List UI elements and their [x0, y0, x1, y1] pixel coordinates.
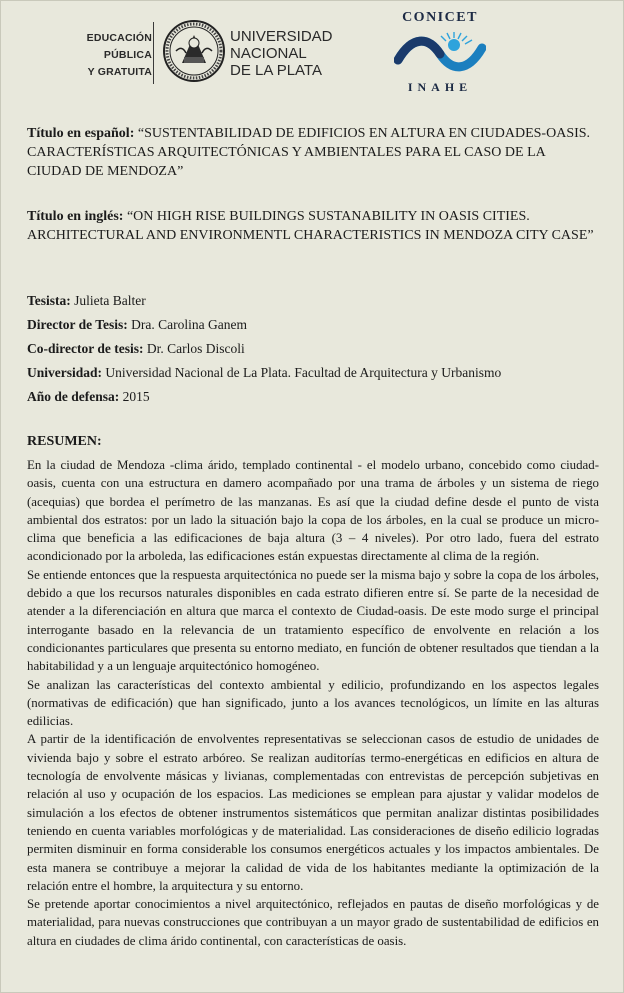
edu-line: EDUCACIÓN [86, 32, 152, 44]
edu-line: PÚBLICA [103, 49, 152, 61]
edu-line: Y GRATUITA [87, 66, 152, 78]
meta-value: Julieta Balter [70, 293, 146, 308]
title-english [27, 207, 599, 245]
conicet-title: CONICET [402, 10, 478, 25]
unlp-line: NACIONAL [230, 45, 307, 62]
conicet-wave-icon [394, 30, 486, 78]
meta-codirector [27, 340, 599, 364]
resumen-paragraph: Se analizan las características del contexto ambiental y edilicio, profundizando en los aspectos legales (normativas de edificación) que han significado, junto a los avances tecnológicos, un límite en las alturas edilicias. [27, 677, 599, 729]
title-english-label: Título en inglés: [27, 209, 124, 224]
resumen-paragraph: A partir de la identificación de envolventes representativas se seleccionan casos de estudio de unidades de vivienda bajo y sobre el estrato arbóreo. Se realizan auditorías termo-energéticas en edificios en altura de tecnología de envolvente másicas y livianas, complementadas con entrevistas de percepción subjetivas en relación al uso y ocupación de los espacios. Las mediciones se emplean para ajustar y validar modelos de simulación a los efectos de obtener instrumentos sistemáticos que permitan analizar distintas posibilidades teniendo en cuenta variables morfológicas y de materialidad. Las consideraciones de diseño edilicio logradas permiten disminuir en forma considerable los consumos energéticos actuales y los impactos ambientales. De esta manera se contribuye a mejorar la calidad de vida de los habitantes mediante la optimización de la relación entre el hombre, la arquitectura y su entorno. [27, 732, 599, 893]
meta-value: Dra. Carolina Ganem [127, 317, 247, 332]
title-spanish [27, 124, 599, 181]
meta-value: 2015 [119, 389, 150, 404]
header-divider [153, 22, 154, 84]
meta-tesista [27, 292, 599, 316]
meta-label: Año de defensa: [27, 389, 120, 404]
unlp-name [230, 28, 333, 79]
resumen-paragraph: Se pretende aportar conocimientos a nivel arquitectónico, reflejados en pautas de diseño morfológicas y de materialidad, para nuevas construcciones que contribuyan a un mayor grado de sustentabilidad de edificios en altura en ciudades de clima árido continental, con características de oasis. [27, 897, 599, 948]
title-english-text: “ON HIGH RISE BUILDINGS SUSTANABILITY IN OASIS CITIES. ARCHITECTURAL AND ENVIRONMENTL CHARACTERISTICS IN MENDOZA CITY CASE” [27, 209, 594, 243]
resumen-body [27, 456, 599, 950]
meta-label: Universidad: [27, 365, 103, 380]
unlp-line: UNIVERSIDAD [230, 28, 333, 45]
meta-value: Universidad Nacional de La Plata. Facultad de Arquitectura y Urbanismo [102, 365, 502, 380]
unlp-line: DE LA PLATA [230, 62, 322, 79]
thesis-metadata [27, 292, 599, 412]
meta-anio-defensa [27, 388, 599, 412]
meta-director [27, 316, 599, 340]
inahe-label: INAHE [407, 80, 473, 94]
resumen-paragraph: Se entiende entonces que la respuesta arquitectónica no puede ser la misma bajo y sobre la copa de los árboles, debido a que los recursos naturales disponibles en cada estrato difieren entre sí. Se parte de la necesidad de atender a la diferenciación en altura que marca el contexto de Ciudad-oasis. De este modo surge el principal interrogante basado en la relevancia de un tratamiento específico de envolvente en relación a los condicionantes particulares que presenta su entorno mediato, en función de obtener resultados que tiendan a la habitabilidad y a un lenguaje arquitectónico homogéneo. [27, 567, 599, 674]
meta-value: Dr. Carlos Discoli [143, 341, 245, 356]
meta-universidad [27, 364, 599, 388]
meta-label: Co-director de tesis: [27, 341, 144, 356]
resumen-heading: RESUMEN: [27, 434, 102, 449]
header [0, 0, 624, 105]
title-spanish-text: “SUSTENTABILIDAD DE EDIFICIOS EN ALTURA EN CIUDADES-OASIS. CARACTERÍSTICAS ARQUITECTÓNICAS Y AMBIENTALES PARA EL CASO DE LA CIUDAD DE MENDOZA” [27, 126, 591, 179]
conicet-logo [384, 10, 496, 102]
resumen-paragraph: En la ciudad de Mendoza -clima árido, templado continental - el modelo urbano, concebido como ciudad-oasis, cuenta con una estructura en damero acompañado por una trama de árboles y un sistema de riego (acequias) que bordea el perímetro de las manzanas. Es así que la ciudad define desde el punto de vista ambiental dos estratos: por un lado la situación bajo la copa de los árboles, en la cual se produce un micro-clima que beneficia a las edificaciones de baja altura (3 – 4 niveles). Por otro lado, fuera del estrato acondicionado por la arboleda, las edificaciones están expuestas directamente al clima de la región. [27, 458, 599, 564]
unlp-seal-icon [162, 19, 226, 83]
meta-label: Director de Tesis: [27, 317, 128, 332]
meta-label: Tesista: [27, 293, 71, 308]
educacion-publica-logo-text [74, 30, 152, 81]
title-spanish-label: Título en español: [27, 126, 135, 141]
